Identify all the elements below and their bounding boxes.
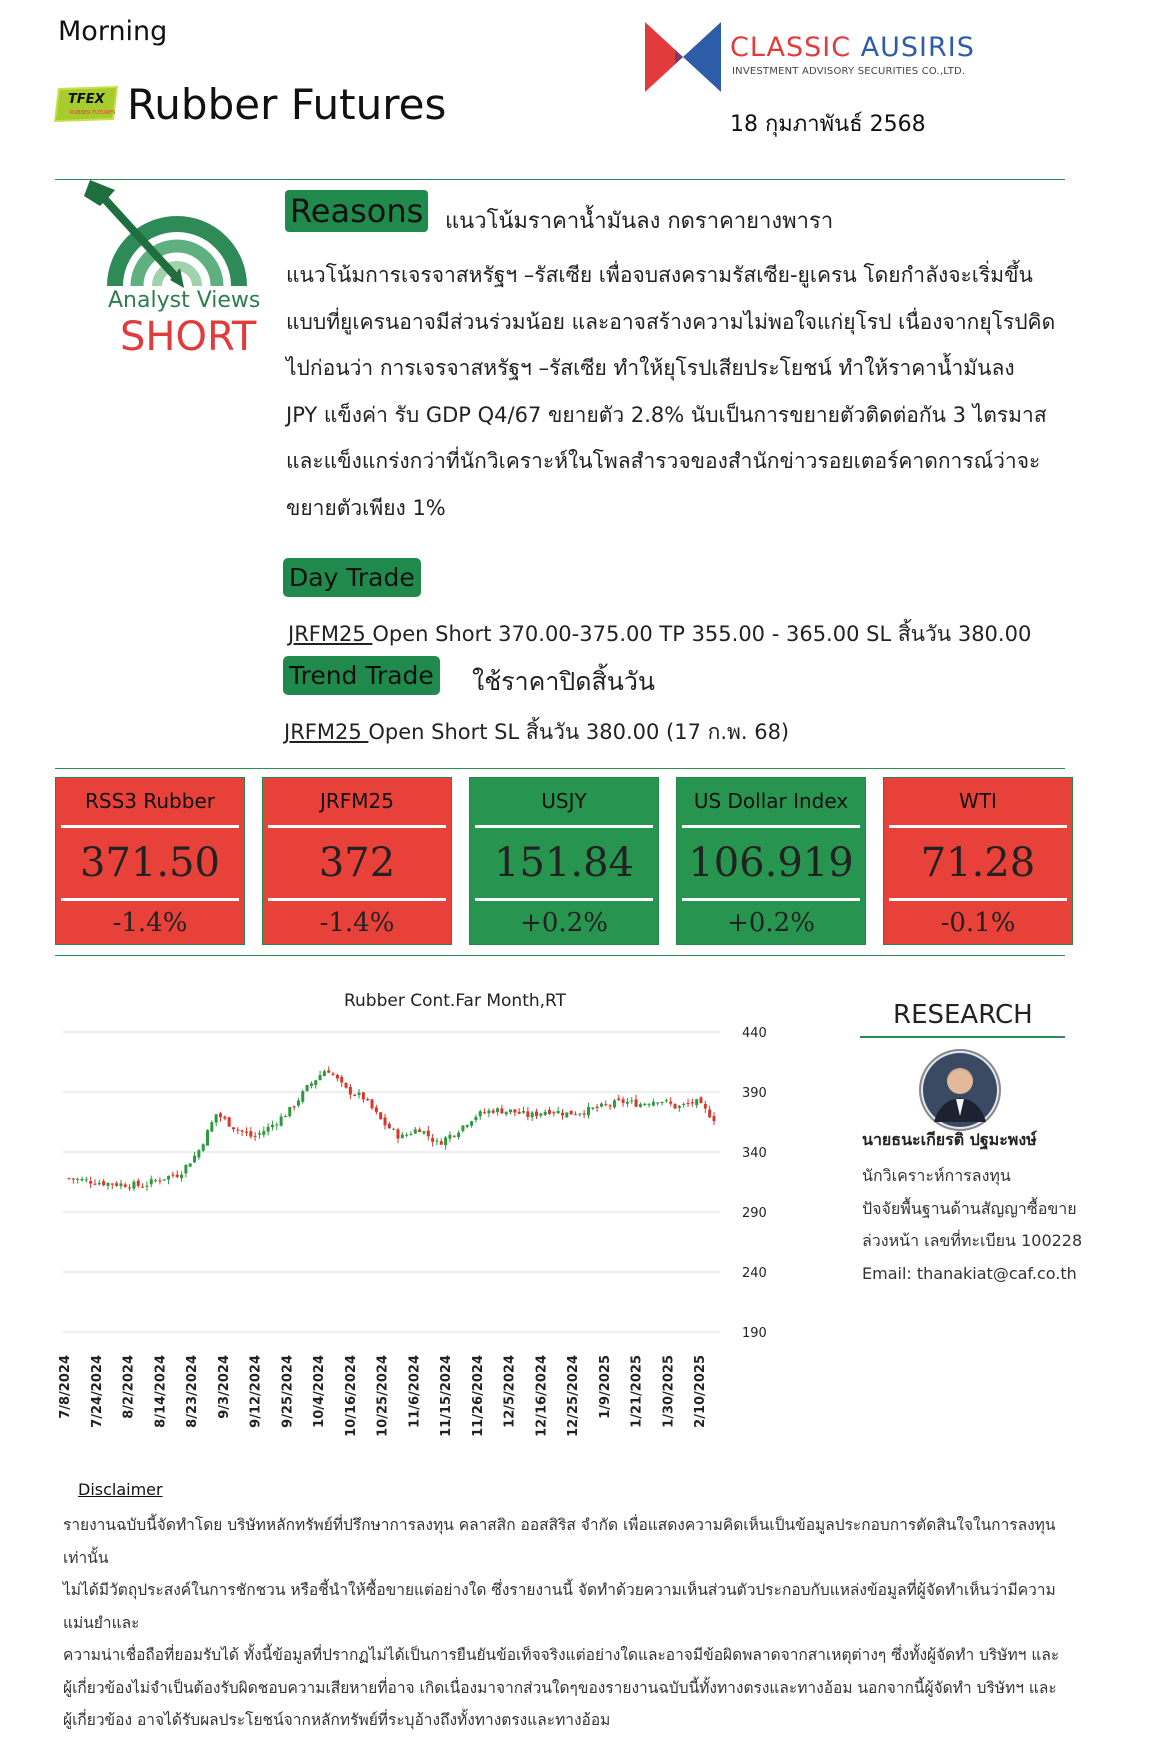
tile-jrfm25	[262, 777, 452, 945]
candle-body	[708, 1109, 711, 1117]
analyst-info-2: ล่วงหน้า เลขที่ทะเบียน 100228	[862, 1231, 1083, 1250]
candle-body	[111, 1184, 114, 1185]
candle-body	[293, 1106, 296, 1107]
candle-body	[522, 1111, 525, 1113]
tile-label: JRFM25	[319, 789, 394, 813]
candle-body	[691, 1102, 694, 1103]
candle-body	[349, 1087, 352, 1095]
candle-body	[301, 1091, 304, 1102]
chart-candles	[68, 1066, 716, 1191]
chart-xtick-label: 1/30/2025	[661, 1355, 677, 1428]
disclaimer-line: ผู้เกี่ยวข้องไม่จำเป็นต้องรับผิดชอบความเสียหายที่อาจ เกิดเนื่องมาจากส่วนใดๆของรายงานฉบับนี้ทั้งทางตรงและทางอ้อม นอกจากนี้ผู้จัดทำ บริษัทฯ และ	[63, 1678, 1057, 1697]
candle-body	[483, 1112, 486, 1113]
trend-trade-note: ใช้ราคาปิดสิ้นวัน	[472, 667, 655, 696]
analyst-name: นายธนะเกียรติ ปฐมะพงษ์	[862, 1130, 1037, 1149]
candle-body	[68, 1178, 71, 1179]
company-name-part1: CLASSIC	[730, 32, 852, 63]
tile-usjy	[469, 777, 659, 945]
trend-trade-line	[284, 716, 789, 749]
chart-ytick-label: 190	[742, 1326, 767, 1341]
candle-body	[444, 1137, 447, 1145]
candle-body	[128, 1187, 131, 1188]
candle-body	[254, 1136, 257, 1137]
trend-trade-text: Open Short SL สิ้นวัน 380.00 (17 ก.พ. 68)	[368, 720, 790, 744]
chart-xtick-label: 8/23/2024	[185, 1355, 200, 1428]
chart-ytick-label: 240	[742, 1266, 767, 1281]
candle-body	[228, 1117, 231, 1126]
candle-body	[409, 1134, 412, 1135]
tile-dollar-index	[676, 777, 866, 945]
candle-body	[466, 1125, 469, 1127]
candle-body	[401, 1134, 404, 1138]
candle-body	[202, 1144, 205, 1150]
candle-body	[388, 1124, 391, 1128]
candle-body	[167, 1176, 170, 1180]
candle-body	[85, 1179, 88, 1180]
tile-wti	[883, 777, 1073, 945]
tile-change: -1.4%	[112, 908, 188, 938]
candle-body	[314, 1080, 317, 1085]
tile-label: WTI	[959, 789, 997, 813]
candle-body	[539, 1113, 542, 1115]
candle-body	[150, 1179, 153, 1184]
candle-body	[197, 1150, 200, 1157]
candle-body	[137, 1181, 140, 1186]
candle-body	[102, 1181, 105, 1185]
candle-body	[487, 1110, 490, 1113]
candle-body	[583, 1113, 586, 1114]
candle-body	[163, 1179, 166, 1180]
chart-xtick-label: 11/26/2024	[470, 1355, 486, 1437]
candle-body	[418, 1129, 421, 1132]
candle-body	[561, 1113, 564, 1116]
chart-title: Rubber Cont.Far Month,RT	[343, 991, 567, 1011]
candle-body	[332, 1074, 335, 1075]
tile-value: 106.919	[688, 840, 854, 886]
candle-body	[241, 1130, 244, 1131]
chart-xtick-label: 1/9/2025	[597, 1355, 613, 1419]
candle-body	[145, 1186, 148, 1187]
reasons-headline: แนวโน้มราคาน้ำมันลง กดราคายางพารา	[445, 209, 834, 234]
candle-body	[531, 1113, 534, 1118]
candle-body	[171, 1175, 174, 1176]
candle-body	[267, 1127, 270, 1132]
chart-xtick-label: 8/2/2024	[121, 1355, 137, 1419]
chart-xtick-label: 9/12/2024	[248, 1355, 264, 1428]
candle-body	[431, 1138, 434, 1142]
candle-body	[375, 1107, 378, 1112]
chart-xtick-label: 1/21/2025	[629, 1355, 645, 1428]
divider-tiles	[55, 955, 1065, 956]
candle-body	[548, 1110, 551, 1114]
candle-body	[643, 1104, 646, 1105]
candle-body	[98, 1183, 101, 1184]
tile-value: 151.84	[494, 840, 634, 886]
trend-trade-symbol: JRFM25	[284, 720, 369, 744]
reasons-line: ขยายตัวเพียง 1%	[286, 495, 446, 520]
candle-body	[93, 1184, 96, 1185]
chart-xtick-label: 12/25/2024	[566, 1355, 581, 1437]
reasons-body	[286, 252, 1116, 531]
tfex-logo	[52, 84, 120, 124]
chart-ytick-label: 390	[742, 1086, 767, 1101]
tile-label: USJY	[541, 789, 587, 813]
candle-body	[340, 1077, 343, 1083]
candle-body	[158, 1181, 161, 1182]
candle-body	[461, 1126, 464, 1131]
disclaimer-line: รายงานฉบับนี้จัดทำโดย บริษัทหลักทรัพย์ที่ปรึกษาการลงทุน คลาสสิก ออสสิริส จำกัด เพื่อแสดงความคิดเห็นเป็นข้อมูลประกอบการตัดสินใจในการลงทุนเท่านั้น	[63, 1516, 1056, 1567]
candle-body	[106, 1183, 109, 1186]
candle-body	[678, 1106, 681, 1108]
report-date: 18 กุมภาพันธ์ 2568	[730, 112, 926, 137]
analyst-role: นักวิเคราะห์การลงทุน	[862, 1166, 1011, 1185]
candle-body	[310, 1083, 313, 1086]
divider-mid	[55, 768, 1065, 769]
chart-ytick-label: 290	[742, 1206, 767, 1221]
candle-body	[249, 1131, 252, 1136]
company-name-part2: AUSIRIS	[860, 32, 975, 63]
candle-body	[635, 1099, 638, 1106]
candle-body	[626, 1102, 629, 1104]
candle-body	[518, 1112, 521, 1114]
tfex-logo-sub: RUBBER FUTURES	[70, 110, 116, 116]
candle-body	[345, 1083, 348, 1088]
candle-body	[280, 1116, 283, 1125]
candle-body	[457, 1133, 460, 1138]
target-icon	[70, 176, 265, 291]
chart-xtick-label: 8/14/2024	[153, 1355, 169, 1428]
candle-body	[154, 1180, 157, 1181]
avatar	[918, 1048, 1002, 1132]
candle-body	[700, 1097, 703, 1103]
candle-body	[306, 1085, 309, 1091]
company-name	[730, 32, 975, 63]
tile-change: -1.4%	[319, 908, 395, 938]
tile-value: 71.28	[920, 840, 1036, 886]
candle-body	[275, 1125, 278, 1126]
candle-body	[189, 1164, 192, 1167]
day-trade-badge: Day Trade	[283, 558, 421, 597]
candle-body	[327, 1070, 330, 1072]
candle-body	[119, 1183, 122, 1186]
candle-body	[713, 1116, 716, 1121]
candle-body	[604, 1104, 607, 1105]
reasons-line: แนวโน้มการเจรจาสหรัฐฯ –รัสเซีย เพื่อจบสงครามรัสเซีย-ยูเครน โดยกำลังจะเริ่มขึ้น	[286, 263, 1033, 287]
candle-body	[379, 1112, 382, 1119]
candle-body	[544, 1112, 547, 1115]
candle-body	[639, 1104, 642, 1107]
candle-body	[630, 1100, 633, 1101]
candle-body	[557, 1111, 560, 1113]
company-subtitle: INVESTMENT ADVISORY SECURITIES CO.,LTD.	[732, 66, 966, 77]
chart-xtick-label: 7/8/2024	[58, 1355, 73, 1419]
stance-short: SHORT	[120, 314, 257, 360]
tile-rss3	[55, 777, 245, 945]
candle-body	[591, 1108, 594, 1109]
candle-body	[371, 1099, 374, 1108]
trend-trade-badge: Trend Trade	[283, 656, 440, 695]
analyst-views-label: Analyst Views	[108, 288, 261, 313]
chart-yticks	[742, 1026, 767, 1341]
research-divider	[860, 1036, 1065, 1038]
chart-xtick-label: 12/5/2024	[502, 1355, 518, 1428]
disclaimer-line: ผู้เกี่ยวข้อง อาจได้รับผลประโยชน์จากหลักทรัพย์ที่ระบุอ้างถึงทั้งทางตรงและทางอ้อม	[63, 1711, 611, 1729]
candle-body	[695, 1099, 698, 1105]
candle-body	[453, 1136, 456, 1137]
candle-body	[509, 1110, 512, 1113]
tile-value: 372	[318, 840, 396, 886]
candle-body	[448, 1135, 451, 1139]
reasons-line: และแข็งแกร่งกว่าที่นักวิเคราะห์ในโพลสำรวจของสำนักข่าวรอยเตอร์คาดการณ์ว่าจะ	[286, 449, 1041, 473]
candle-body	[414, 1129, 417, 1133]
candle-body	[297, 1101, 300, 1106]
candle-body	[236, 1130, 239, 1131]
candle-body	[206, 1130, 209, 1146]
candle-body	[661, 1102, 664, 1103]
candle-body	[574, 1114, 577, 1115]
chart-xtick-label: 11/6/2024	[407, 1355, 423, 1428]
candle-body	[319, 1075, 322, 1080]
candle-body	[492, 1110, 495, 1112]
candle-body	[427, 1131, 430, 1137]
chart-ytick-label: 440	[742, 1026, 767, 1041]
day-trade-symbol: JRFM25	[288, 622, 373, 646]
tile-change: +0.2%	[520, 908, 608, 938]
chart-xtick-label: 10/25/2024	[375, 1355, 391, 1437]
candle-body	[565, 1112, 568, 1117]
candle-body	[479, 1111, 482, 1116]
candle-body	[384, 1118, 387, 1126]
candle-body	[366, 1099, 369, 1100]
candle-body	[682, 1104, 685, 1105]
reasons-line: ไปก่อนว่า การเจรจาสหรัฐฯ –รัสเซีย ทำให้ยุโรปเสียประโยชน์ ทำให้ราคาน้ำมันลง	[286, 356, 1015, 380]
candle-body	[570, 1111, 573, 1115]
candle-body	[124, 1184, 127, 1187]
chart-xtick-label: 9/3/2024	[216, 1355, 232, 1419]
chart-grid	[63, 1032, 720, 1332]
chart-xtick-label: 9/25/2024	[280, 1355, 296, 1428]
candle-body	[596, 1107, 599, 1108]
disclaimer-line: ความน่าเชื่อถือที่ยอมรับได้ ทั้งนี้ข้อมูลที่ปรากฏไม่ได้เป็นการยืนยันข้อเท็จจริงแต่อย่างใดและอาจมีข้อผิดพลาดจากสาเหตุต่างๆ ซึ่งทั้งผู้จัดทำ บริษัทฯ และ	[63, 1646, 1060, 1664]
candle-body	[617, 1099, 620, 1100]
tile-change: +0.2%	[727, 908, 815, 938]
candle-body	[587, 1107, 590, 1115]
candle-body	[500, 1108, 503, 1113]
chart-xtick-label: 10/4/2024	[312, 1355, 327, 1428]
caf-logo-icon	[645, 22, 721, 92]
candle-body	[669, 1102, 672, 1104]
candle-body	[288, 1107, 291, 1116]
candle-body	[422, 1131, 425, 1133]
candle-body	[141, 1187, 144, 1188]
morning-label: Morning	[58, 16, 168, 47]
candle-body	[396, 1129, 399, 1138]
candle-body	[89, 1181, 92, 1184]
candle-body	[215, 1114, 218, 1122]
reasons-badge: Reasons	[285, 190, 428, 232]
candle-body	[336, 1075, 339, 1079]
candle-body	[245, 1132, 248, 1133]
candle-body	[496, 1108, 499, 1112]
chart-xtick-label: 11/15/2024	[439, 1355, 454, 1437]
research-title: RESEARCH	[893, 1000, 1033, 1030]
candle-body	[219, 1113, 222, 1117]
chart-xticks	[58, 1355, 708, 1437]
disclaimer-title: Disclaimer	[78, 1480, 163, 1499]
candle-body	[76, 1179, 79, 1180]
analyst-info-1: ปัจจัยพื้นฐานด้านสัญญาซื้อขาย	[862, 1198, 1077, 1218]
chart-xtick-label: 2/10/2025	[693, 1355, 708, 1428]
candle-body	[392, 1129, 395, 1130]
candle-body	[674, 1104, 677, 1109]
candle-body	[440, 1141, 443, 1144]
candle-body	[435, 1141, 438, 1142]
candle-body	[648, 1104, 651, 1105]
page-title: Rubber Futures	[127, 80, 447, 129]
candle-body	[613, 1100, 616, 1107]
chart-xtick-label: 10/16/2024	[343, 1355, 359, 1437]
reasons-line: แบบที่ยูเครนอาจมีส่วนร่วมน้อย และอาจสร้างความไม่พอใจแก่ยุโรป เนื่องจากยุโรปคิด	[286, 309, 1056, 334]
candle-body	[262, 1131, 265, 1135]
tile-label: US Dollar Index	[693, 789, 849, 813]
candle-body	[687, 1103, 690, 1104]
candle-body	[665, 1100, 668, 1101]
candle-body	[470, 1121, 473, 1126]
candle-body	[284, 1116, 287, 1117]
candle-body	[358, 1093, 361, 1095]
tfex-logo-text: TFEX	[68, 92, 105, 107]
candle-body	[535, 1111, 538, 1116]
disclaimer-line: ไม่ได้มีวัตถุประสงค์ในการชักชวน หรือชี้นำให้ซื้อขายแต่อย่างใด ซึ่งรายงานนี้ จัดทำด้วยความเห็นส่วนตัวประกอบกับแหล่งข้อมูลที่ผู้จัดทำเห็นว่ามีความแม่นยำและ	[63, 1581, 1056, 1632]
candle-body	[609, 1105, 612, 1106]
candle-body	[656, 1103, 659, 1104]
reasons-line: JPY แข็งค่า รับ GDP Q4/67 ขยายตัว 2.8% นับเป็นการขยายตัวติดต่อกัน 3 ไตรมาส	[286, 402, 1047, 427]
candle-body	[526, 1111, 529, 1117]
candle-body	[578, 1114, 581, 1115]
candle-body	[210, 1122, 213, 1131]
candle-body	[232, 1127, 235, 1129]
candle-body	[513, 1109, 516, 1112]
tile-change: -0.1%	[940, 908, 1016, 938]
chart-xtick-label: 7/24/2024	[89, 1355, 105, 1428]
candle-body	[474, 1117, 477, 1120]
candle-body	[176, 1175, 179, 1177]
analyst-email: Email: thanakiat@caf.co.th	[862, 1263, 1077, 1283]
candle-body	[552, 1112, 555, 1113]
candle-body	[704, 1104, 707, 1109]
candle-body	[223, 1117, 226, 1119]
tile-value: 371.50	[80, 840, 220, 886]
candle-body	[353, 1095, 356, 1096]
chart-ytick-label: 340	[742, 1146, 767, 1161]
candle-body	[323, 1071, 326, 1076]
candle-body	[180, 1175, 183, 1178]
candle-body	[622, 1099, 625, 1103]
chart-xtick-label: 12/16/2024	[534, 1355, 550, 1437]
candle-body	[115, 1183, 118, 1185]
candle-body	[652, 1102, 655, 1106]
disclaimer-body	[63, 1509, 1083, 1737]
candle-body	[72, 1178, 75, 1179]
analyst-info	[862, 1160, 1082, 1290]
candle-body	[362, 1092, 365, 1099]
candle-body	[132, 1182, 135, 1189]
day-trade-text: Open Short 370.00-375.00 TP 355.00 - 365.00 SL สิ้นวัน 380.00	[372, 622, 1032, 646]
candle-body	[184, 1165, 187, 1173]
day-trade-line	[288, 618, 1031, 651]
candle-body	[80, 1179, 83, 1180]
candle-body	[258, 1133, 261, 1134]
tile-label: RSS3 Rubber	[85, 789, 215, 813]
candle-body	[271, 1125, 274, 1127]
candle-body	[600, 1104, 603, 1107]
candle-body	[505, 1112, 508, 1115]
rubber-chart	[55, 980, 855, 1470]
candle-body	[193, 1156, 196, 1163]
candle-body	[405, 1135, 408, 1136]
